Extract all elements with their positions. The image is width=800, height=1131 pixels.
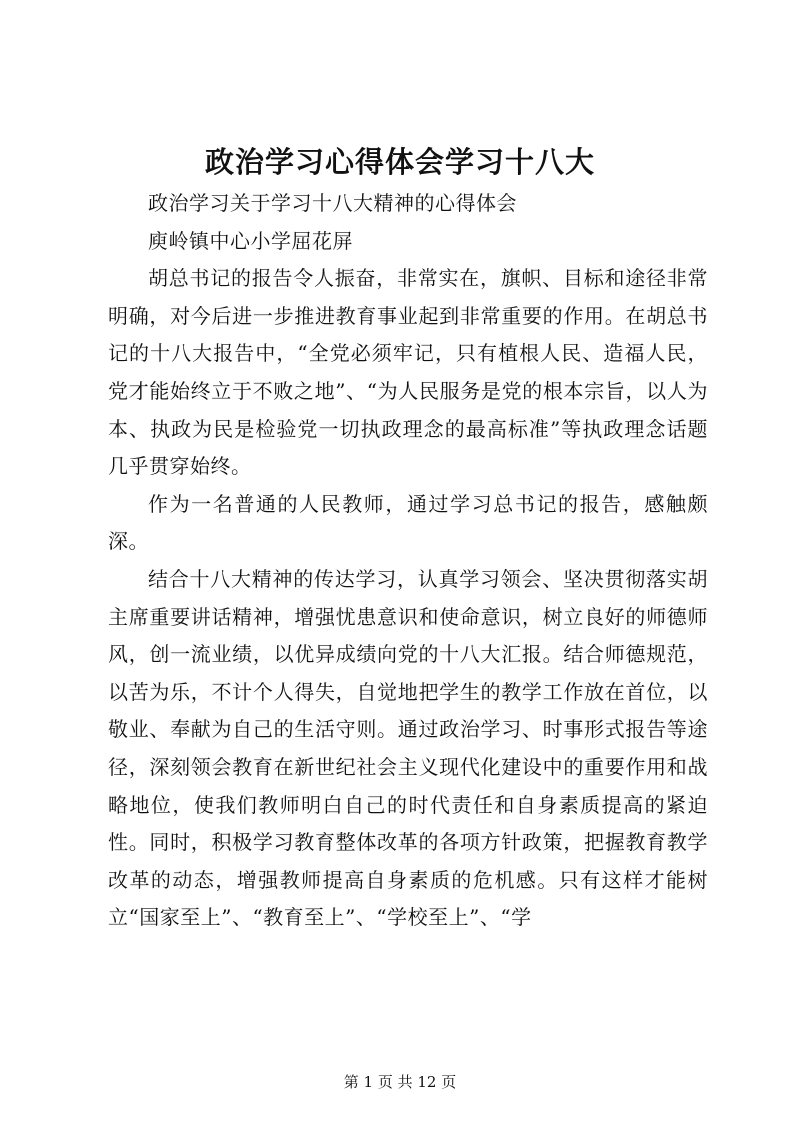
page-number-footer: 第 1 页 共 12 页 bbox=[343, 1073, 457, 1091]
paragraph: 作为一名普通的人民教师，通过学习总书记的报告，感触颇深。 bbox=[108, 491, 708, 554]
document-title: 政治学习心得体会学习十八大 bbox=[204, 145, 595, 179]
paragraph: 结合十八大精神的传达学习，认真学习领会、坚决贯彻落实胡主席重要讲话精神，增强忧患意识和使命意识，树立良好的师德师风，创一流业绩，以优异成绩向党的十八大汇报。结合师德规范，以苦为乐，不计个人得失，自觉地把学生的教学工作放在首位，以敬业、奉献为自己的生活守则。通过政治学习、时事形式报告等途径，深刻领会教育在新世纪社会主义现代化建设中的重要作用和战略地位，使我们教师明白自己的时代责任和自身素质提高的紧迫性。同时，积极学习教育整体改革的各项方针政策，把握教育教学改革的动态，增强教师提高自身素质的危机感。只有这样才能树立“国家至上”、“教育至上”、“学校至上”、“学 bbox=[108, 566, 708, 930]
subtitle: 政治学习关于学习十八大精神的心得体会 bbox=[148, 191, 517, 215]
paragraph: 胡总书记的报告令人振奋，非常实在，旗帜、目标和途径非常明确，对今后进一步推进教育事业起到非常重要的作用。在胡总书记的十八大报告中，“全党必须牢记，只有植根人民、造福人民，党才能始终立于不败之地”、“为人民服务是党的根本宗旨，以人为本、执政为民是检验党一切执政理念的最高标准”等执政理念话题几乎贯穿始终。 bbox=[108, 266, 708, 479]
author-line: 庾岭镇中心小学屈花屏 bbox=[148, 228, 353, 253]
document-body bbox=[108, 185, 708, 937]
